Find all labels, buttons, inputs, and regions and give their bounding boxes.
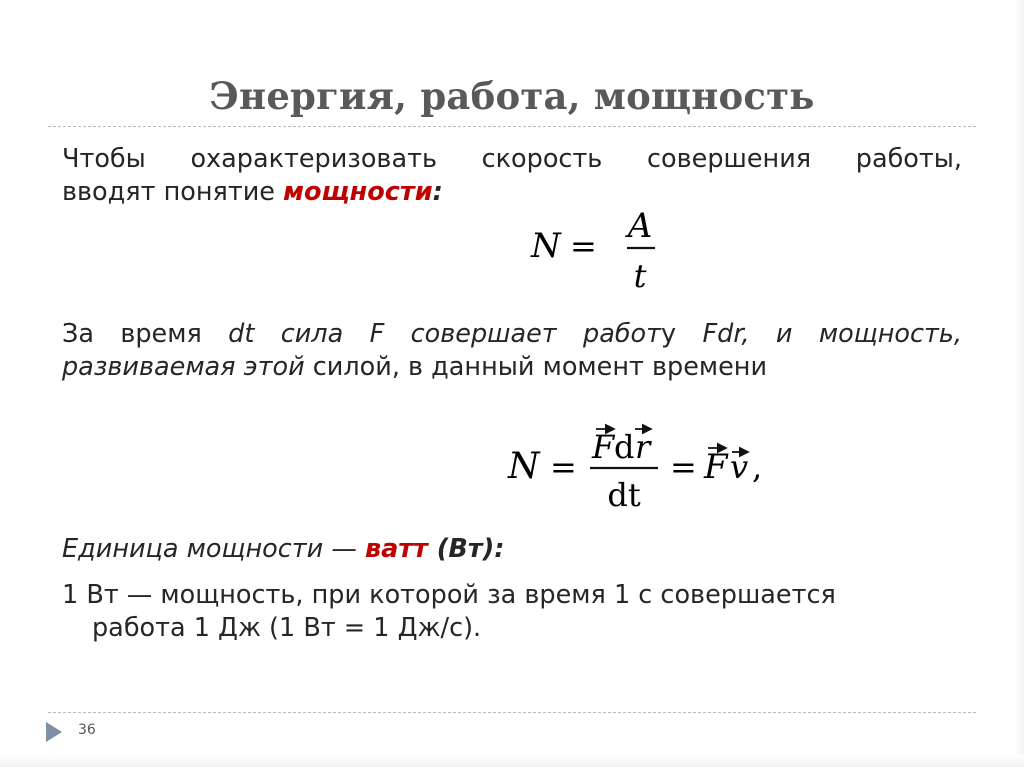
formula-lhs: N xyxy=(531,226,561,266)
term-watt: ватт xyxy=(364,534,428,564)
formula-equals: = xyxy=(570,227,597,265)
formula-denominator: t xyxy=(633,257,647,295)
formula-equals: = xyxy=(670,448,697,486)
rhs-v: v xyxy=(730,448,749,486)
title-divider xyxy=(48,126,976,127)
paragraph-4-line-2: работа 1 Дж (1 Вт = 1 Дж/с). xyxy=(92,613,482,643)
text-span: Единица мощности — xyxy=(62,534,365,564)
triangle-right-icon xyxy=(46,722,62,742)
formula-numerator: A xyxy=(627,206,653,246)
paragraph-4-line-1: 1 Вт — мощность, при которой за время 1 с совершается xyxy=(62,580,836,610)
term-power: мощности xyxy=(283,177,433,207)
rhs-F: F xyxy=(704,447,728,487)
text-span: За время xyxy=(62,319,229,349)
symbol-dt: dt xyxy=(228,319,255,349)
paragraph-2-line-2 xyxy=(62,351,962,384)
paragraph-3 xyxy=(62,533,962,566)
text-span: у xyxy=(661,319,703,349)
formula-power-definition xyxy=(505,195,695,303)
rhs-comma: , xyxy=(752,448,763,486)
formula-equals: = xyxy=(550,448,577,486)
text-span: совершает работ xyxy=(384,319,662,349)
numerator-d: d xyxy=(614,428,635,466)
text-span: вводят понятие xyxy=(62,177,284,207)
text-span: развиваемая этой xyxy=(62,352,305,382)
slide-title: Энергия, работа, мощность xyxy=(209,74,815,118)
paragraph-2-line-1 xyxy=(62,318,962,351)
formula-lhs: N xyxy=(508,446,540,487)
symbol-F: F xyxy=(369,319,385,349)
denominator-dt: dt xyxy=(607,476,641,514)
slide-number: 36 xyxy=(78,722,96,738)
text-span: : xyxy=(432,177,443,207)
paragraph-1-line-1: Чтобы охарактеризовать скорость совершения работы, xyxy=(62,144,962,174)
text-span: (Вт): xyxy=(427,534,505,564)
footer-divider xyxy=(48,712,976,713)
symbol-Fdr: Fdr xyxy=(702,319,742,349)
formula-instant-power xyxy=(486,410,796,520)
text-span: силой, в данный момент времени xyxy=(304,352,768,382)
slide-edge-bottom xyxy=(0,755,1024,767)
numerator-r: r xyxy=(635,428,651,466)
text-span: , и мощность, xyxy=(741,319,963,349)
numerator-F: F xyxy=(592,428,615,466)
text-span: сила xyxy=(254,319,370,349)
